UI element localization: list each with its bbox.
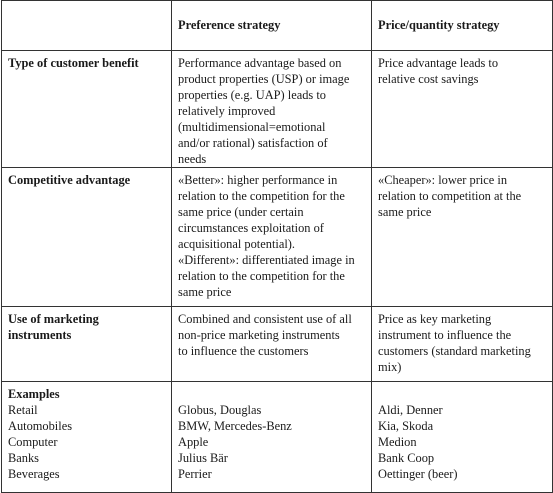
row-label-customer-benefit: Type of customer benefit xyxy=(2,51,172,168)
cell-competitive-preference xyxy=(172,168,372,307)
text-line: instruments xyxy=(8,328,72,342)
row-marketing-instruments xyxy=(2,307,553,382)
text-line: «Different»: differentiated image in xyxy=(178,253,355,267)
text-line: «Better»: higher performance in xyxy=(178,173,338,187)
example-category: Retail xyxy=(8,403,38,417)
cell-marketing-price xyxy=(372,307,553,382)
example-brand: Apple xyxy=(178,435,209,449)
text-line: same price xyxy=(178,285,232,299)
text-line: acquisitional potential). xyxy=(178,237,295,251)
text-line: mix) xyxy=(378,360,402,374)
text-line: to influence the customers xyxy=(178,344,309,358)
examples-spacer xyxy=(178,386,365,402)
row-competitive-advantage xyxy=(2,168,553,307)
text-line: product properties (USP) or image xyxy=(178,72,350,86)
text-line: instrument to influence the xyxy=(378,328,512,342)
text-line: same price (under certain xyxy=(178,205,304,219)
cell-competitive-price xyxy=(372,168,553,307)
row-customer-benefit xyxy=(2,51,553,168)
text-line: same price xyxy=(378,205,432,219)
cell-benefit-preference xyxy=(172,51,372,168)
examples-heading: Examples xyxy=(8,387,60,401)
text-line: Combined and consistent use of all xyxy=(178,312,352,326)
cell-examples-price xyxy=(372,382,553,493)
text-line: «Cheaper»: lower price in xyxy=(378,173,508,187)
text-line: relatively improved xyxy=(178,104,276,118)
text-line: properties (e.g. UAP) leads to xyxy=(178,88,326,102)
text-line: needs xyxy=(178,152,207,166)
text-line: relation to competition at the xyxy=(378,189,522,203)
header-row xyxy=(2,1,553,51)
text-line: (multidimensional=emotional xyxy=(178,120,326,134)
text-line: Use of marketing xyxy=(8,312,99,326)
strategy-comparison-table xyxy=(1,0,553,493)
example-brand: Kia, Skoda xyxy=(378,419,434,433)
cell-marketing-preference xyxy=(172,307,372,382)
example-category: Computer xyxy=(8,435,58,449)
text-line: and/or rational) satisfaction of xyxy=(178,136,328,150)
examples-spacer xyxy=(378,386,546,402)
example-brand: Globus, Douglas xyxy=(178,403,262,417)
row-label-marketing-instruments xyxy=(2,307,172,382)
cell-examples-preference xyxy=(172,382,372,493)
text-line: Performance advantage based on xyxy=(178,56,342,70)
row-label-competitive-advantage: Competitive advantage xyxy=(2,168,172,307)
text-line: Price advantage leads to xyxy=(378,56,499,70)
cell-benefit-price xyxy=(372,51,553,168)
text-line: relation to the competition for the xyxy=(178,269,345,283)
row-examples xyxy=(2,382,553,493)
example-brand: Medion xyxy=(378,435,417,449)
cell-examples-categories xyxy=(2,382,172,493)
example-category: Automobiles xyxy=(8,419,73,433)
example-brand: Julius Bär xyxy=(178,451,228,465)
example-brand: Aldi, Denner xyxy=(378,403,443,417)
text-line: circumstances exploitation of xyxy=(178,221,324,235)
text-line: customers (standard marketing xyxy=(378,344,531,358)
header-preference-strategy: Preference strategy xyxy=(172,1,372,51)
example-brand: Oettinger (beer) xyxy=(378,467,458,481)
header-price-quantity-strategy: Price/quantity strategy xyxy=(372,1,553,51)
text-line: relative cost savings xyxy=(378,72,479,86)
text-line: relation to the competition for the xyxy=(178,189,345,203)
example-brand: BMW, Mercedes-Benz xyxy=(178,419,292,433)
example-brand: Bank Coop xyxy=(378,451,435,465)
text-line: non-price marketing instruments xyxy=(178,328,340,342)
example-category: Banks xyxy=(8,451,39,465)
example-brand: Perrier xyxy=(178,467,212,481)
header-corner-cell xyxy=(2,1,172,51)
text-line: Price as key marketing xyxy=(378,312,492,326)
example-category: Beverages xyxy=(8,467,60,481)
